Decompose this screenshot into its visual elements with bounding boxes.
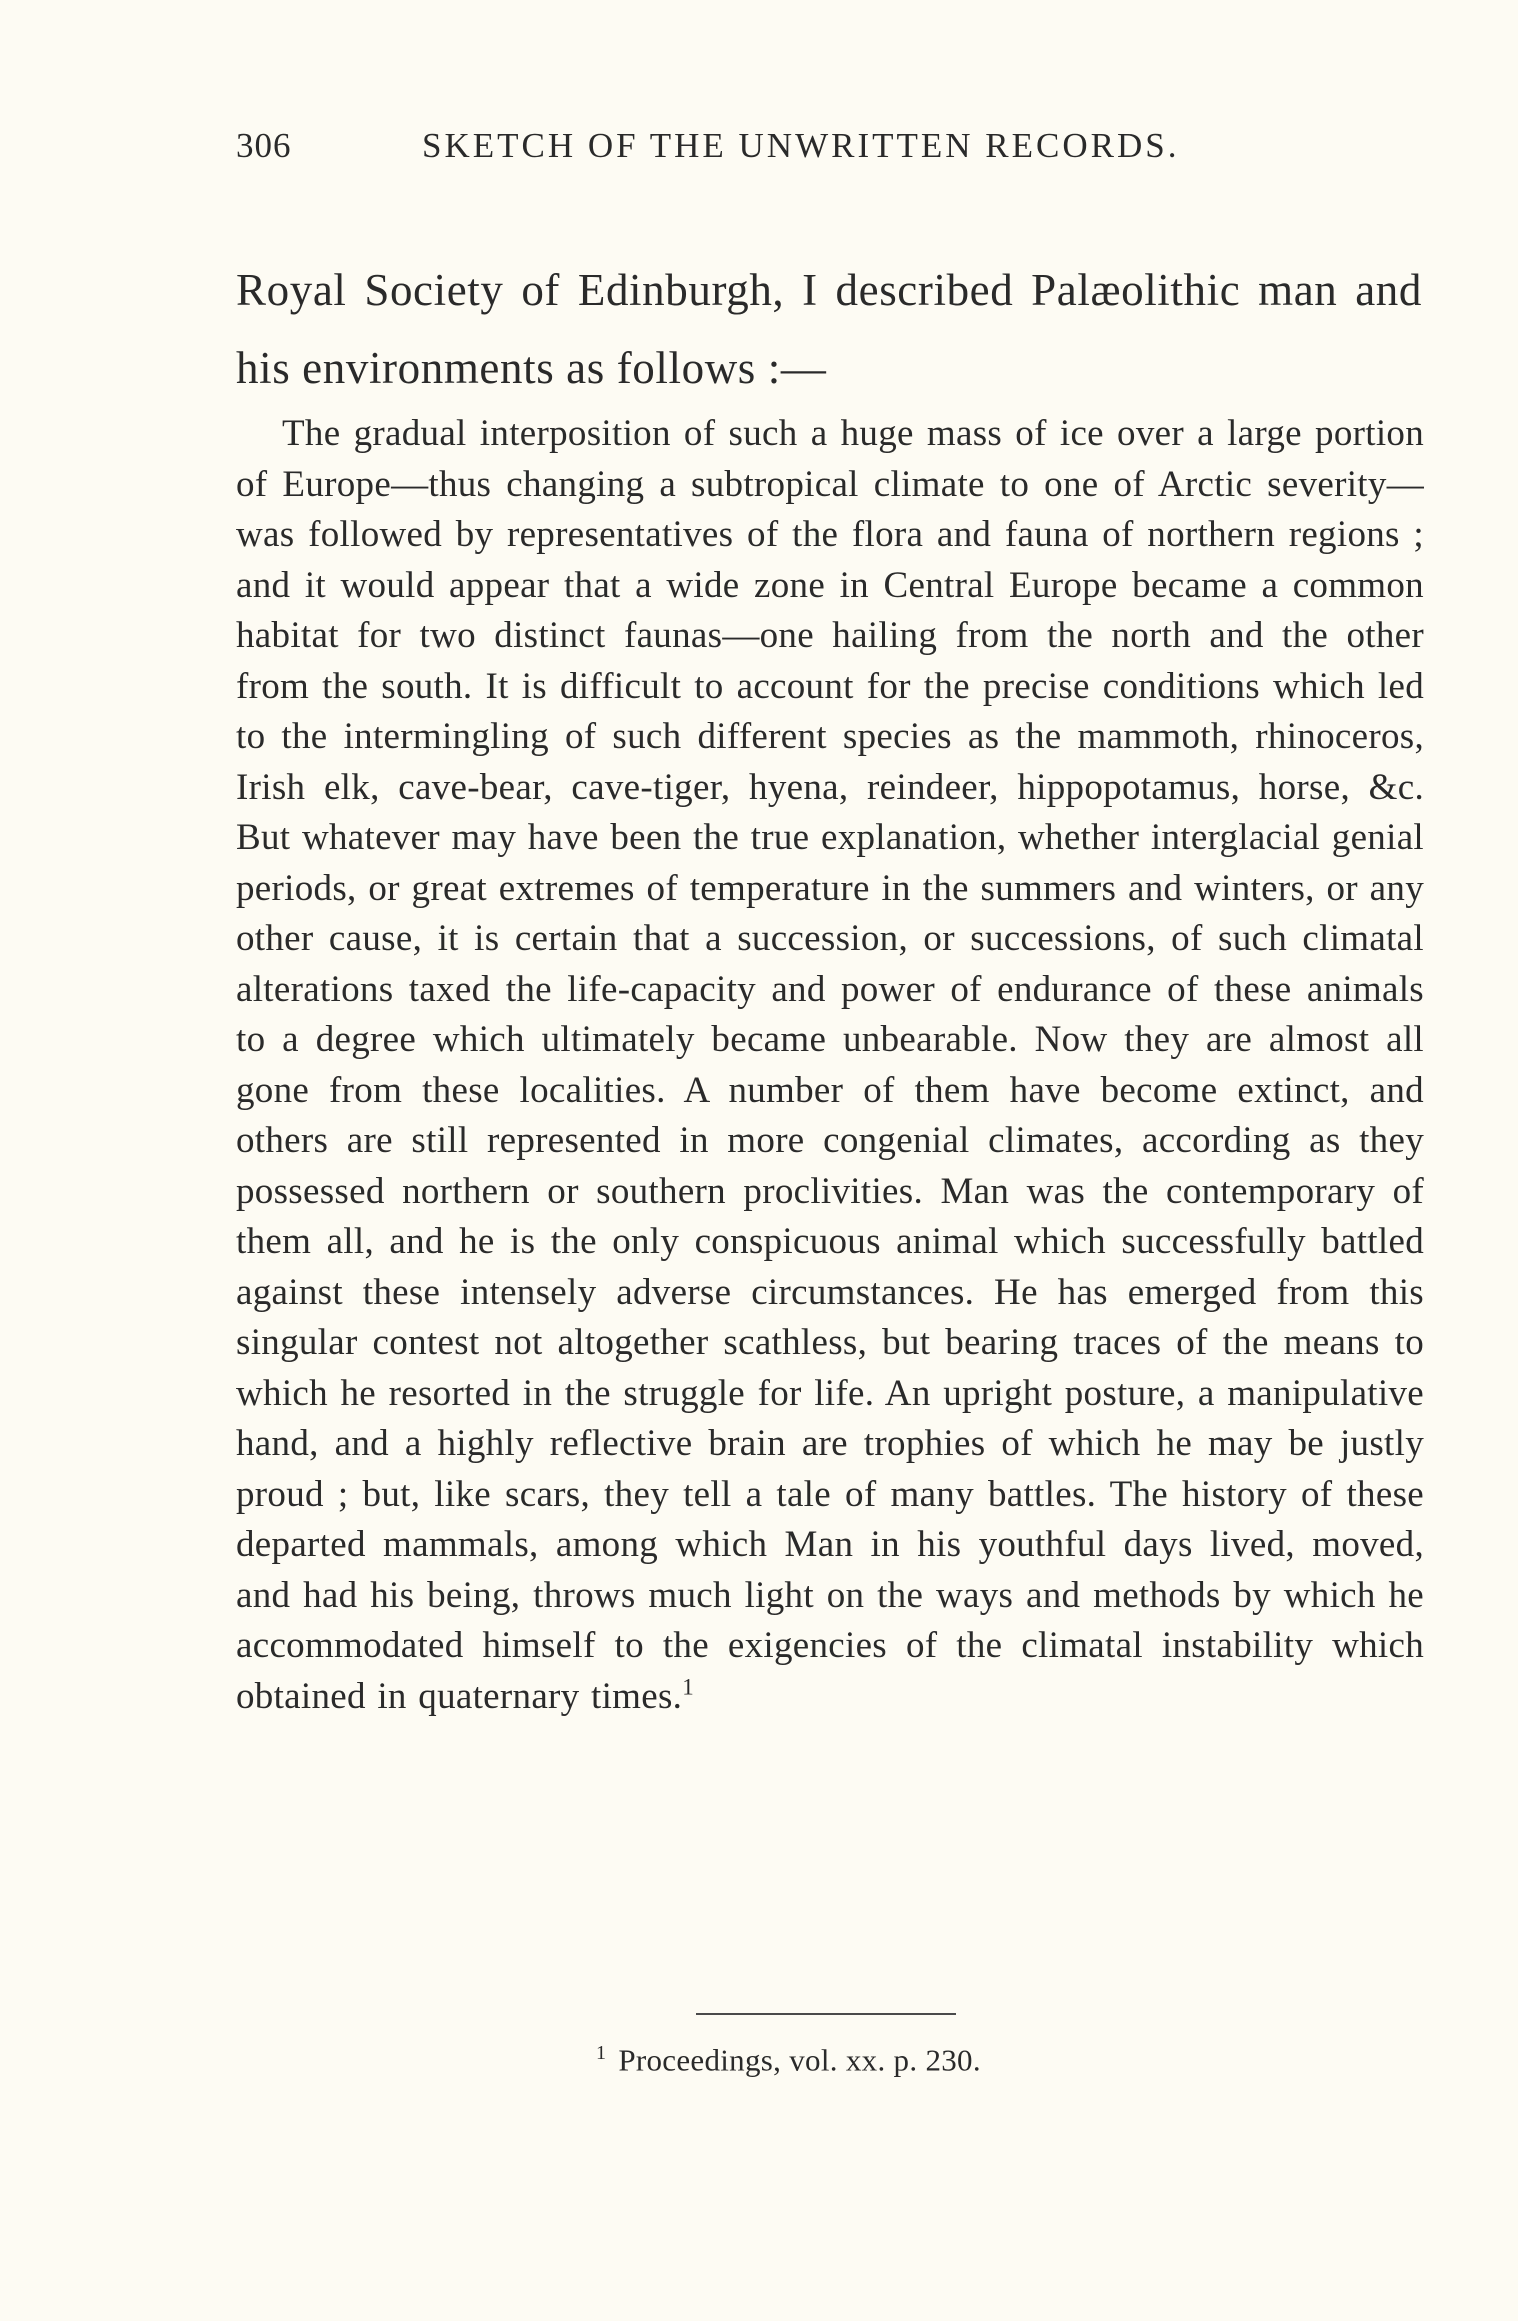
footnote-divider xyxy=(696,2013,956,2015)
running-head xyxy=(236,126,1266,172)
page-number: 306 xyxy=(236,126,292,165)
footnote-reference[interactable]: 1 xyxy=(682,1674,695,1700)
quoted-passage xyxy=(236,409,1424,1722)
footnote xyxy=(596,2029,981,2084)
intro-paragraph: Royal Society of Edinburgh, I described Palæolithic man and his environments as follows :— xyxy=(236,265,1422,393)
quoted-passage-text: The gradual interposition of such a huge mass of ice over a large portion of Europe—thus changing a subtropical climate to one of Arctic severity—was followed by representatives of the flora and fauna of northern regions ; and it would appear that a wide zone in Central Europe became a common habitat for two distinct faunas—one hailing from the north and the other from the south. It is difficult to account for the precise conditions which led to the intermingling of such different species as the mammoth, rhinoceros, Irish elk, cave-bear, cave-tiger, hyena, reindeer, hippopotamus, horse, &c. But whatever may have been the true explanation, whether interglacial genial periods, or great extremes of temperature in the summers and winters, or any other cause, it is certain that a succession, or successions, of such climatal alterations taxed the life-capacity and power of endurance of these animals to a degree which ultimately became unbearable. Now they are almost all gone from these localities. A number of them have become extinct, and others are still represented in more congenial climates, according as they possessed northern or southern proclivities. Man was the contemporary of them all, and he is the only conspicuous animal which successfully battled against these intensely adverse circumstances. He has emerged from this singular contest not altogether scathless, but bearing traces of the means to which he resorted in the struggle for life. An upright posture, a manipulative hand, and a highly reflective brain are trophies of which he may be justly proud ; but, like scars, they tell a tale of many battles. The history of these departed mammals, among which Man in his youthful days lived, moved, and had his being, throws much light on the ways and methods by which he accommodated himself to the exigencies of the climatal instability which obtained in quaternary times. xyxy=(236,413,1424,1717)
footnote-text: Proceedings, vol. xx. p. 230. xyxy=(618,2042,981,2078)
running-title: SKETCH OF THE UNWRITTEN RECORDS. xyxy=(422,126,1180,165)
footnote-number: 1 xyxy=(596,2042,607,2064)
